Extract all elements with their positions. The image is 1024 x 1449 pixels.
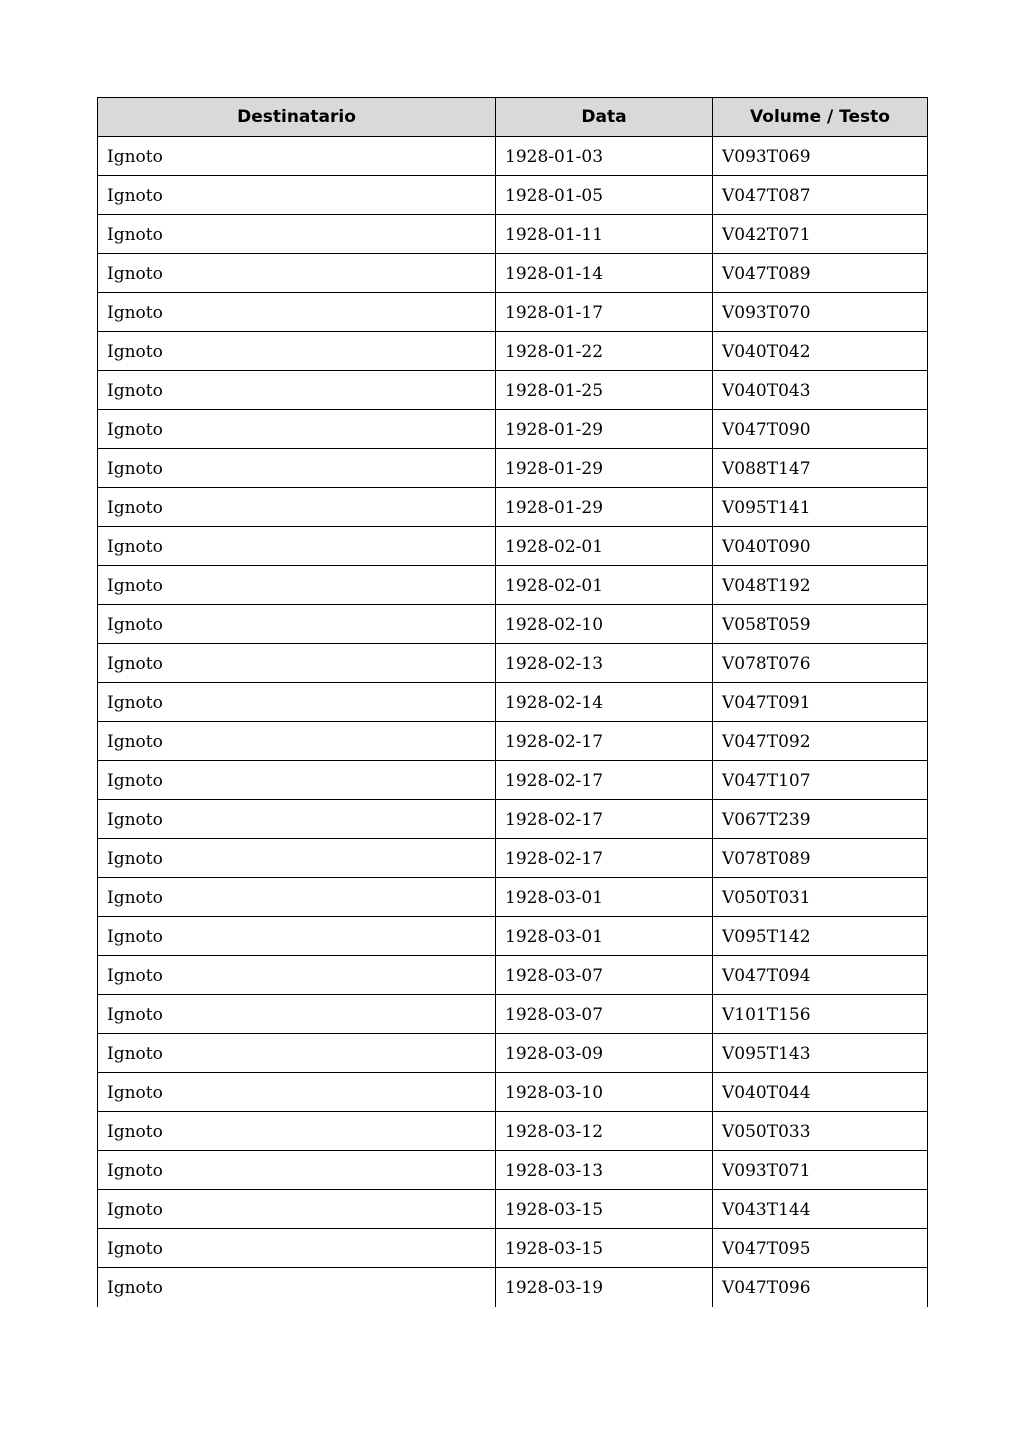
cell-volume-testo: V040T044 — [713, 1073, 928, 1112]
cell-data: 1928-03-10 — [496, 1073, 713, 1112]
cell-data: 1928-02-14 — [496, 683, 713, 722]
table-row — [98, 293, 928, 332]
cell-destinatario: Ignoto — [98, 1073, 496, 1112]
cell-destinatario: Ignoto — [98, 917, 496, 956]
header-data: Data — [496, 98, 713, 137]
cell-destinatario: Ignoto — [98, 605, 496, 644]
table-row — [98, 371, 928, 410]
table-row — [98, 527, 928, 566]
table-row — [98, 995, 928, 1034]
cell-volume-testo: V040T043 — [713, 371, 928, 410]
cell-data: 1928-02-01 — [496, 527, 713, 566]
cell-data: 1928-02-17 — [496, 722, 713, 761]
cell-volume-testo: V050T033 — [713, 1112, 928, 1151]
cell-volume-testo: V058T059 — [713, 605, 928, 644]
cell-destinatario: Ignoto — [98, 1112, 496, 1151]
cell-destinatario: Ignoto — [98, 956, 496, 995]
cell-volume-testo: V048T192 — [713, 566, 928, 605]
table-row — [98, 1112, 928, 1151]
cell-destinatario: Ignoto — [98, 215, 496, 254]
table-body — [98, 137, 928, 1307]
cell-data: 1928-03-15 — [496, 1190, 713, 1229]
cell-volume-testo: V047T094 — [713, 956, 928, 995]
cell-volume-testo: V047T096 — [713, 1268, 928, 1307]
cell-volume-testo: V095T142 — [713, 917, 928, 956]
cell-data: 1928-02-17 — [496, 839, 713, 878]
cell-data: 1928-01-11 — [496, 215, 713, 254]
cell-volume-testo: V078T076 — [713, 644, 928, 683]
cell-data: 1928-03-01 — [496, 878, 713, 917]
cell-destinatario: Ignoto — [98, 1151, 496, 1190]
cell-destinatario: Ignoto — [98, 176, 496, 215]
cell-volume-testo: V047T087 — [713, 176, 928, 215]
table-row — [98, 254, 928, 293]
cell-data: 1928-03-01 — [496, 917, 713, 956]
cell-destinatario: Ignoto — [98, 410, 496, 449]
cell-data: 1928-01-29 — [496, 488, 713, 527]
cell-destinatario: Ignoto — [98, 293, 496, 332]
table-row — [98, 1229, 928, 1268]
table-row — [98, 605, 928, 644]
table-row — [98, 566, 928, 605]
cell-destinatario: Ignoto — [98, 839, 496, 878]
cell-data: 1928-03-13 — [496, 1151, 713, 1190]
table-row — [98, 722, 928, 761]
table-row — [98, 176, 928, 215]
cell-data: 1928-03-09 — [496, 1034, 713, 1073]
table-row — [98, 137, 928, 176]
table-row — [98, 839, 928, 878]
table-row — [98, 1034, 928, 1073]
cell-data: 1928-01-14 — [496, 254, 713, 293]
cell-destinatario: Ignoto — [98, 722, 496, 761]
cell-volume-testo: V047T090 — [713, 410, 928, 449]
cell-volume-testo: V040T090 — [713, 527, 928, 566]
cell-volume-testo: V093T069 — [713, 137, 928, 176]
cell-data: 1928-03-12 — [496, 1112, 713, 1151]
cell-destinatario: Ignoto — [98, 566, 496, 605]
table-row — [98, 761, 928, 800]
cell-destinatario: Ignoto — [98, 488, 496, 527]
table-row — [98, 644, 928, 683]
cell-destinatario: Ignoto — [98, 527, 496, 566]
cell-data: 1928-01-17 — [496, 293, 713, 332]
cell-volume-testo: V047T095 — [713, 1229, 928, 1268]
table-row — [98, 917, 928, 956]
cell-data: 1928-03-15 — [496, 1229, 713, 1268]
table-row — [98, 1190, 928, 1229]
cell-volume-testo: V095T143 — [713, 1034, 928, 1073]
cell-data: 1928-02-17 — [496, 761, 713, 800]
cell-data: 1928-01-25 — [496, 371, 713, 410]
header-volume-testo: Volume / Testo — [713, 98, 928, 137]
cell-destinatario: Ignoto — [98, 800, 496, 839]
cell-volume-testo: V047T089 — [713, 254, 928, 293]
table-row — [98, 800, 928, 839]
cell-data: 1928-02-01 — [496, 566, 713, 605]
cell-volume-testo: V088T147 — [713, 449, 928, 488]
header-row — [98, 98, 928, 137]
cell-destinatario: Ignoto — [98, 1190, 496, 1229]
cell-volume-testo: V047T107 — [713, 761, 928, 800]
cell-volume-testo: V047T091 — [713, 683, 928, 722]
cell-data: 1928-01-05 — [496, 176, 713, 215]
table-row — [98, 956, 928, 995]
table-row — [98, 1268, 928, 1307]
table-row — [98, 1151, 928, 1190]
table-row — [98, 683, 928, 722]
cell-destinatario: Ignoto — [98, 1034, 496, 1073]
cell-destinatario: Ignoto — [98, 683, 496, 722]
header-destinatario: Destinatario — [98, 98, 496, 137]
table-row — [98, 410, 928, 449]
cell-data: 1928-03-19 — [496, 1268, 713, 1307]
cell-data: 1928-03-07 — [496, 956, 713, 995]
cell-volume-testo: V093T071 — [713, 1151, 928, 1190]
cell-data: 1928-01-29 — [496, 449, 713, 488]
table-header — [98, 98, 928, 137]
cell-destinatario: Ignoto — [98, 371, 496, 410]
cell-data: 1928-01-03 — [496, 137, 713, 176]
cell-destinatario: Ignoto — [98, 1229, 496, 1268]
cell-data: 1928-02-10 — [496, 605, 713, 644]
cell-volume-testo: V067T239 — [713, 800, 928, 839]
cell-volume-testo: V042T071 — [713, 215, 928, 254]
table-row — [98, 488, 928, 527]
cell-data: 1928-01-29 — [496, 410, 713, 449]
cell-volume-testo: V047T092 — [713, 722, 928, 761]
cell-volume-testo: V078T089 — [713, 839, 928, 878]
cell-destinatario: Ignoto — [98, 137, 496, 176]
cell-volume-testo: V050T031 — [713, 878, 928, 917]
letters-table — [97, 97, 928, 1307]
cell-data: 1928-02-13 — [496, 644, 713, 683]
cell-volume-testo: V095T141 — [713, 488, 928, 527]
table-row — [98, 215, 928, 254]
cell-volume-testo: V040T042 — [713, 332, 928, 371]
cell-destinatario: Ignoto — [98, 644, 496, 683]
cell-destinatario: Ignoto — [98, 761, 496, 800]
cell-destinatario: Ignoto — [98, 332, 496, 371]
cell-volume-testo: V093T070 — [713, 293, 928, 332]
table-row — [98, 332, 928, 371]
cell-data: 1928-02-17 — [496, 800, 713, 839]
table-row — [98, 449, 928, 488]
cell-destinatario: Ignoto — [98, 254, 496, 293]
cell-destinatario: Ignoto — [98, 1268, 496, 1307]
table-row — [98, 1073, 928, 1112]
table-row — [98, 878, 928, 917]
cell-volume-testo: V043T144 — [713, 1190, 928, 1229]
cell-destinatario: Ignoto — [98, 995, 496, 1034]
cell-data: 1928-03-07 — [496, 995, 713, 1034]
cell-volume-testo: V101T156 — [713, 995, 928, 1034]
cell-data: 1928-01-22 — [496, 332, 713, 371]
cell-destinatario: Ignoto — [98, 449, 496, 488]
cell-destinatario: Ignoto — [98, 878, 496, 917]
